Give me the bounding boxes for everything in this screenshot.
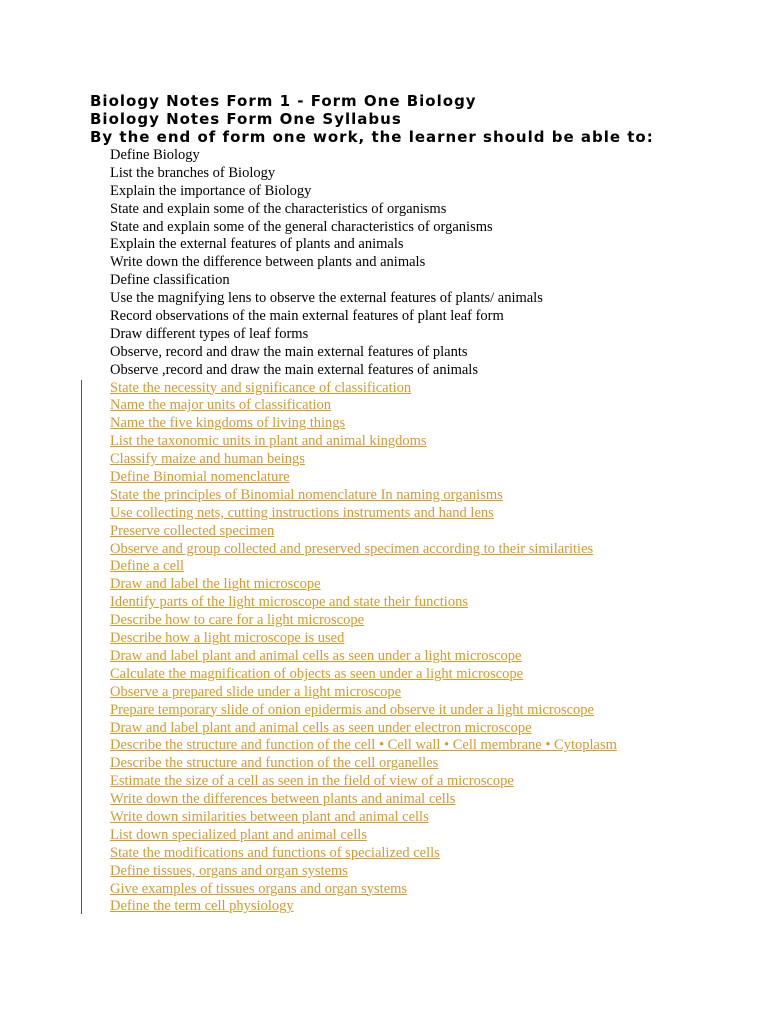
tracked-objective-item xyxy=(90,523,710,541)
tracked-objective-text: Define tissues, organs and organ systems xyxy=(110,862,348,879)
tracked-objective-text: Prepare temporary slide of onion epidermis and observe it under a light microscope xyxy=(110,701,594,718)
tracked-objective-item xyxy=(90,845,710,863)
objective-item xyxy=(90,254,710,272)
tracked-objective-item xyxy=(90,684,710,702)
tracked-objective-text: Estimate the size of a cell as seen in the field of view of a microscope xyxy=(110,773,514,790)
tracked-objective-text: Describe the structure and function of the cell • Cell wall • Cell membrane • Cytoplasm xyxy=(110,737,617,754)
tracked-objective-item xyxy=(90,451,710,469)
tracked-objective-item xyxy=(90,487,710,505)
objective-text: Define classification xyxy=(110,272,230,289)
objectives-intro: By the end of form one work, the learner should be able to: xyxy=(90,128,654,146)
tracked-objective-text: Write down similarities between plant and animal cells xyxy=(110,808,429,825)
tracked-objective-item xyxy=(90,720,710,738)
objective-text: State and explain some of the characteristics of organisms xyxy=(110,200,447,217)
tracked-objective-text: Identify parts of the light microscope and state their functions xyxy=(110,594,468,611)
objective-item xyxy=(90,147,710,165)
tracked-objective-text: Write down the differences between plants and animal cells xyxy=(110,791,456,808)
heading-block xyxy=(90,92,654,146)
tracked-objective-text: Calculate the magnification of objects as seen under a light microscope xyxy=(110,665,524,682)
tracked-objective-text: Draw and label plant and animal cells as seen under electron microscope xyxy=(110,719,532,736)
tracked-objective-text: State the principles of Binomial nomenclature In naming organisms xyxy=(110,486,503,503)
objective-item xyxy=(90,219,710,237)
objective-item xyxy=(90,362,710,380)
tracked-objective-item xyxy=(90,469,710,487)
tracked-objective-item xyxy=(90,898,710,916)
objective-text: Observe ,record and draw the main external features of animals xyxy=(110,361,478,378)
objective-text: Define Biology xyxy=(110,147,200,163)
tracked-objective-item xyxy=(90,666,710,684)
objective-text: Write down the difference between plants and animals xyxy=(110,254,426,271)
tracked-objective-text: Classify maize and human beings xyxy=(110,451,305,468)
objective-item xyxy=(90,326,710,344)
tracked-objective-text: Use collecting nets, cutting instructions instruments and hand lens xyxy=(110,504,494,521)
tracked-objective-item xyxy=(90,881,710,899)
tracked-objective-text: Define a cell xyxy=(110,558,185,575)
tracked-objective-text: Describe the structure and function of the cell organelles xyxy=(110,755,439,772)
objective-text: Use the magnifying lens to observe the external features of plants/ animals xyxy=(110,290,543,307)
tracked-objective-item xyxy=(90,541,710,559)
tracked-objective-text: Name the five kingdoms of living things xyxy=(110,415,346,432)
tracked-objective-text: Draw and label the light microscope xyxy=(110,576,321,593)
tracked-objective-text: Observe a prepared slide under a light microscope xyxy=(110,683,402,700)
tracked-objective-item xyxy=(90,755,710,773)
syllabus-title: Biology Notes Form One Syllabus xyxy=(90,110,402,128)
tracked-objective-item xyxy=(90,791,710,809)
tracked-objective-item xyxy=(90,827,710,845)
objective-text: Explain the external features of plants and animals xyxy=(110,236,404,253)
objective-text: List the branches of Biology xyxy=(110,164,276,181)
tracked-objective-item xyxy=(90,558,710,576)
objective-item xyxy=(90,344,710,362)
objective-text: Record observations of the main external features of plant leaf form xyxy=(110,308,504,325)
objective-item xyxy=(90,272,710,290)
change-bar xyxy=(81,380,82,914)
objective-item xyxy=(90,290,710,308)
objective-text: State and explain some of the general characteristics of organisms xyxy=(110,218,493,235)
tracked-objective-text: List down specialized plant and animal cells xyxy=(110,826,367,843)
tracked-objective-item xyxy=(90,505,710,523)
tracked-objective-text: Describe how to care for a light microscope xyxy=(110,612,365,629)
tracked-objective-item xyxy=(90,397,710,415)
objective-item xyxy=(90,308,710,326)
tracked-objective-text: Give examples of tissues organs and organ systems xyxy=(110,880,408,897)
document-title: Biology Notes Form 1 - Form One Biology xyxy=(90,92,477,110)
tracked-objective-item xyxy=(90,576,710,594)
tracked-objective-text: State the modifications and functions of specialized cells xyxy=(110,844,440,861)
objective-item xyxy=(90,183,710,201)
tracked-objective-text: Observe and group collected and preserved specimen according to their similarities xyxy=(110,540,594,557)
tracked-objective-text: Draw and label plant and animal cells as seen under a light microscope xyxy=(110,647,522,664)
objective-item xyxy=(90,201,710,219)
tracked-objective-text: Describe how a light microscope is used xyxy=(110,630,345,647)
tracked-objective-item xyxy=(90,648,710,666)
tracked-objective-item xyxy=(90,415,710,433)
tracked-objective-item xyxy=(90,773,710,791)
objective-item xyxy=(90,165,710,183)
tracked-objective-item xyxy=(90,702,710,720)
tracked-objective-item xyxy=(90,433,710,451)
tracked-objective-item xyxy=(90,863,710,881)
tracked-objective-item xyxy=(90,612,710,630)
objective-item xyxy=(90,236,710,254)
tracked-objective-item xyxy=(90,630,710,648)
tracked-objective-text: Preserve collected specimen xyxy=(110,522,275,539)
objective-text: Draw different types of leaf forms xyxy=(110,325,309,342)
tracked-objective-item xyxy=(90,594,710,612)
tracked-objective-text: Name the major units of classification xyxy=(110,397,332,414)
objective-list xyxy=(90,147,710,916)
tracked-objective-text: List the taxonomic units in plant and animal kingdoms xyxy=(110,433,427,450)
tracked-objective-text: Define Binomial nomenclature xyxy=(110,469,290,486)
tracked-objective-text: Define the term cell physiology xyxy=(110,898,294,915)
objective-text: Observe, record and draw the main external features of plants xyxy=(110,343,468,360)
tracked-objective-item xyxy=(90,380,710,398)
tracked-objective-item xyxy=(90,737,710,755)
tracked-objective-item xyxy=(90,809,710,827)
tracked-objective-text: State the necessity and significance of classification xyxy=(110,379,412,396)
objective-text: Explain the importance of Biology xyxy=(110,182,312,199)
